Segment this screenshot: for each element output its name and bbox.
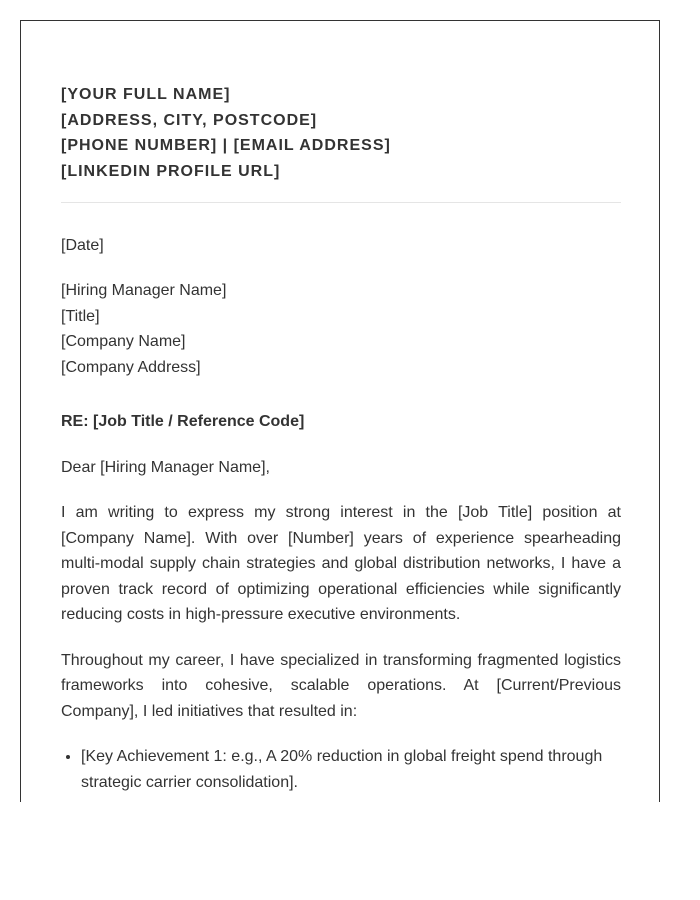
letter-date: [Date] bbox=[61, 236, 104, 254]
sender-contact: [PHONE NUMBER] | [EMAIL ADDRESS] bbox=[61, 137, 391, 155]
recipient-address: [Company Address] bbox=[61, 358, 201, 376]
recipient-company: [Company Name] bbox=[61, 333, 186, 351]
letter-page bbox=[20, 20, 660, 802]
header-divider bbox=[61, 202, 621, 203]
sender-linkedin: [LINKEDIN PROFILE URL] bbox=[61, 163, 281, 181]
sender-name: [YOUR FULL NAME] bbox=[61, 86, 231, 103]
subject-line: RE: [Job Title / Reference Code] bbox=[61, 413, 305, 431]
achievement-list bbox=[61, 744, 621, 795]
salutation: Dear [Hiring Manager Name], bbox=[61, 458, 270, 476]
recipient-block bbox=[61, 278, 621, 380]
recipient-title: [Title] bbox=[61, 307, 100, 325]
body-paragraph: Throughout my career, I have specialized in transforming fragmented logistics frameworks into cohesive, scalable operations. At [Current/Previous Company], I led initiatives that resulted in: bbox=[61, 651, 621, 720]
body-paragraph: I am writing to express my strong interest in the [Job Title] position at [Company Name]. With over [Number] years of experience spearheading multi-modal supply chain strategies and global distribution networks, I have a proven track record of optimizing operational efficiencies while significantly reducing costs in high-pressure executive environments. bbox=[61, 504, 621, 624]
sender-header bbox=[61, 82, 621, 185]
recipient-name: [Hiring Manager Name] bbox=[61, 282, 227, 300]
letter-content bbox=[61, 21, 621, 795]
achievement-item: • [Key Achievement 1: e.g., A 20% reduction in global freight spend through strategic carrier consolidation]. bbox=[81, 744, 621, 795]
sender-address: [ADDRESS, CITY, POSTCODE] bbox=[61, 111, 318, 129]
